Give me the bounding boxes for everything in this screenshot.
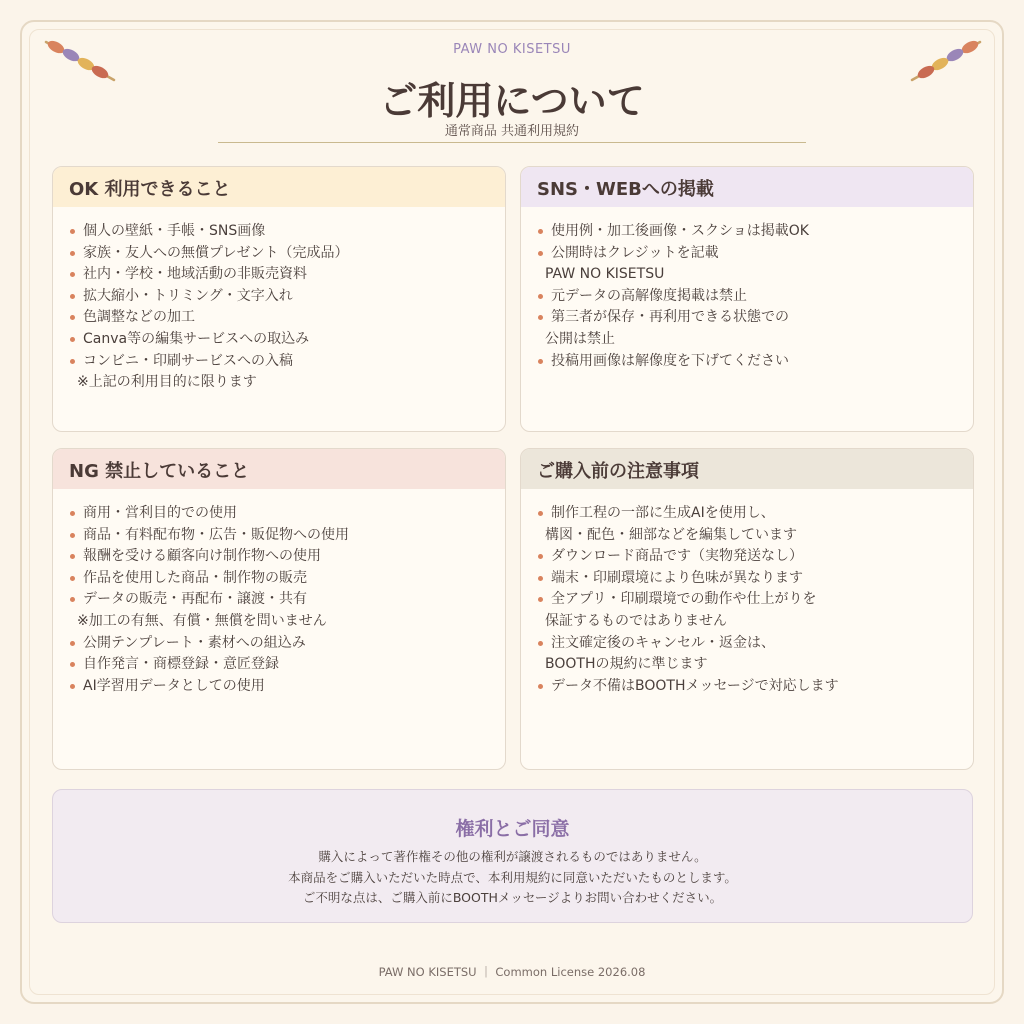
list-item: コンビニ・印刷サービスへの入稿 [75,351,483,373]
list-item: 第三者が保存・再利用できる状態での [543,307,951,329]
list-item: 自作発言・商標登録・意匠登録 [75,654,483,676]
list-item: データ不備はBOOTHメッセージで対応します [543,676,951,698]
list-item: 商品・有料配布物・広告・販促物への使用 [75,525,483,547]
list-item: 注文確定後のキャンセル・返金は、 [543,633,951,655]
list-item: 元データの高解像度掲載は禁止 [543,286,951,308]
list-item-continuation: ※上記の利用目的に限ります [77,374,257,391]
rights-line: 本商品をご購入いただいた時点で、本利用規約に同意いただいたものとします。 [288,869,737,885]
rights-title: 権利とご同意 [455,818,570,840]
notes-card [520,448,974,770]
ok-card-title: OK 利用できること [53,167,505,207]
ng-card [52,448,506,770]
list-item: 社内・学校・地域活動の非販売資料 [75,264,483,286]
list-item: 公開テンプレート・素材への組込み [75,633,483,655]
list-item: 色調整などの加工 [75,307,483,329]
list-item: 商用・営利目的での使用 [75,503,483,525]
list-item-continuation: BOOTHの規約に準じます [545,656,708,673]
footer-license: PAW NO KISETSU ｜ Common License 2026.08 [378,965,646,979]
list-item: データの販売・再配布・譲渡・共有 [75,589,483,611]
list-item-continuation: PAW NO KISETSU [545,266,665,283]
page-subtitle: 通常商品 共通利用規約 [444,124,580,139]
list-item: 報酬を受ける顧客向け制作物への使用 [75,546,483,568]
list-item: 全アプリ・印刷環境での動作や仕上がりを [543,589,951,611]
list-item-continuation: 保証するものではありません [545,612,727,629]
brand-name: PAW NO KISETSU [453,42,571,57]
list-item: AI学習用データとしての使用 [75,676,483,698]
list-item: 端末・印刷環境により色味が異なります [543,568,951,590]
rights-line: 購入によって著作権その他の権利が譲渡されるものではありません。 [318,849,707,864]
sns-list [521,207,973,372]
ok-card [52,166,506,432]
list-item: 家族・友人への無償プレゼント（完成品） [75,243,483,265]
rights-line: ご不明な点は、ご購入前にBOOTHメッセージよりお問い合わせください。 [302,890,723,905]
list-item: 制作工程の一部に生成AIを使用し、 [543,503,951,525]
sns-card [520,166,974,432]
ng-list [53,489,505,697]
rights-panel [52,789,973,923]
list-item-continuation: ※加工の有無、有償・無償を問いません [77,612,327,629]
list-item-continuation: 公開は禁止 [545,330,615,347]
title-divider [218,142,806,143]
list-item: 投稿用画像は解像度を下げてください [543,351,951,373]
list-item: 公開時はクレジットを記載 [543,243,951,265]
list-item-continuation: 構図・配色・細部などを編集しています [545,526,797,543]
list-item: 拡大縮小・トリミング・文字入れ [75,286,483,308]
list-item: ダウンロード商品です（実物発送なし） [543,546,951,568]
ng-card-title: NG 禁止していること [53,449,505,489]
notes-card-title: ご購入前の注意事項 [521,449,973,489]
list-item: 個人の壁紙・手帳・SNS画像 [75,221,483,243]
list-item: Canva等の編集サービスへの取込み [75,329,483,351]
notes-list [521,489,973,697]
ok-list [53,207,505,394]
page-title: ご利用について [379,79,645,123]
list-item: 作品を使用した商品・制作物の販売 [75,568,483,590]
list-item: 使用例・加工後画像・スクショは掲載OK [543,221,951,243]
sns-card-title: SNS・WEBへの掲載 [521,167,973,207]
